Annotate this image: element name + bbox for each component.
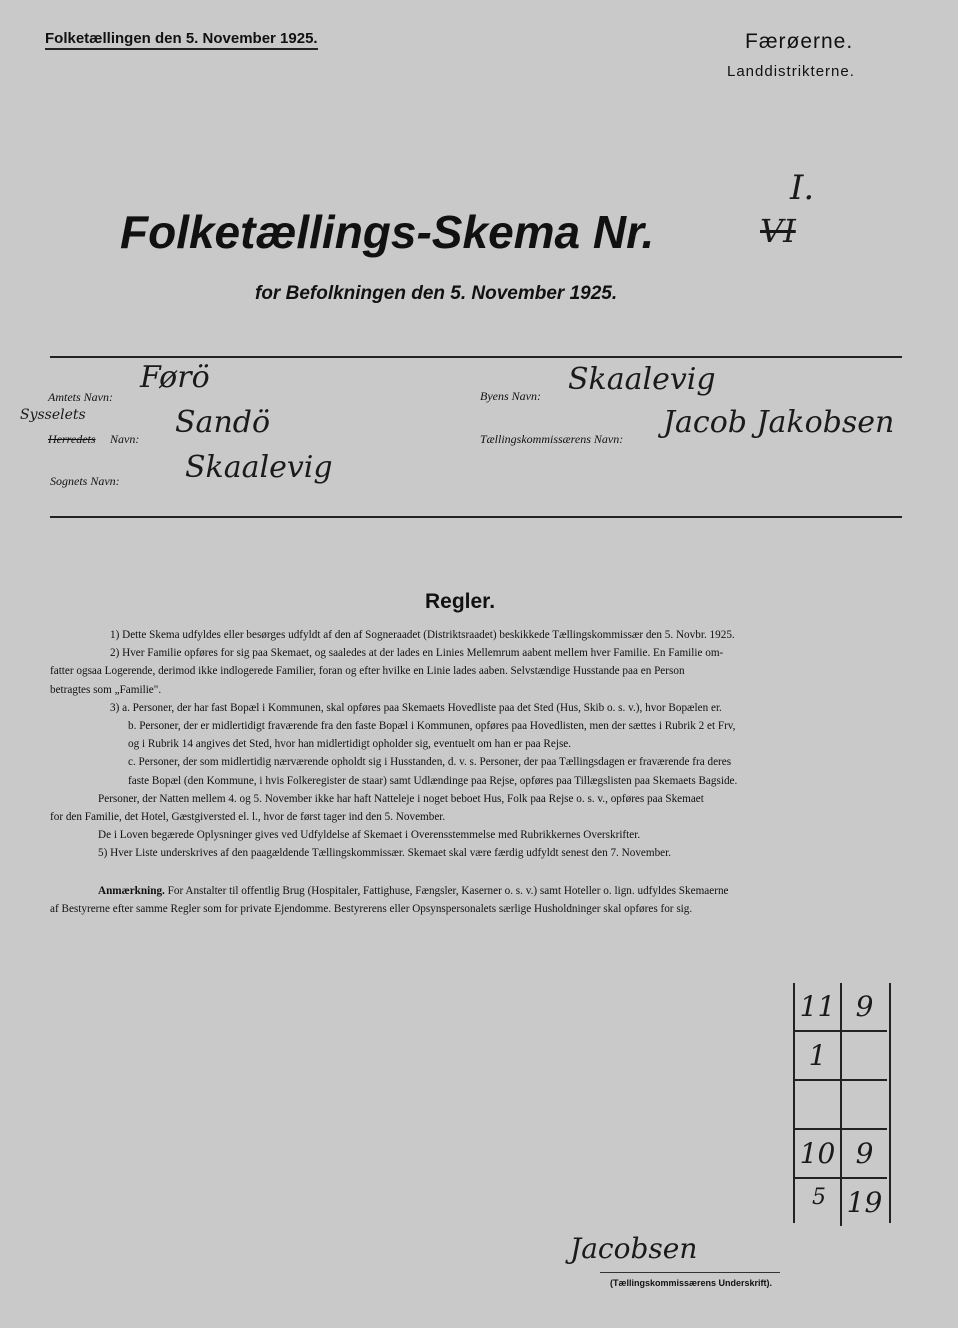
by-value: Skaalevig: [568, 362, 716, 397]
divider-top: [50, 356, 902, 358]
tally-box: [793, 983, 891, 1223]
kommissaer-label: Tællingskommissærens Navn:: [480, 432, 624, 446]
header-region: Færøerne.: [745, 30, 854, 53]
rule-line: for den Familie, det Hotel, Gæstgiversted el. l., hvor de først tager ind den 5. November.: [50, 811, 446, 824]
rule-line: De i Loven begærede Oplysninger gives ved Udfyldelse af Skemaet i Overensstemmelse med Rubrikkernes Overskrifter.: [98, 829, 641, 842]
rule-line: 3) a. Personer, der har fast Bopæl i Kommunen, skal opføres paa Skemaets Hovedliste paa det Sted (Hus, Skib o. s. v.), hvor Bopælen er.: [110, 701, 722, 714]
rules-text: [50, 626, 910, 863]
sogn-value: Skaalevig: [185, 450, 333, 485]
rule-line: fatter ogsaa Logerende, derimod ikke indlogerede Familier, foran og efter hvilke en Linie lades aaben. Selvstændige Husstande paa en Person: [50, 665, 685, 678]
header-census-date: Folketællingen den 5. November 1925.: [45, 30, 318, 50]
tally-cell: 9: [842, 983, 887, 1032]
tally-stray-mark: 5: [812, 1185, 826, 1210]
rules-heading: Regler.: [425, 590, 496, 613]
note-line: For Anstalter til offentlig Brug (Hospitaler, Fattighuse, Fængsler, Kaserner o. s. v.) samt Hoteller o. lign. udfyldes Skemaerne: [167, 885, 729, 897]
amt-value: Førö: [140, 360, 210, 395]
tally-cell: [842, 1032, 887, 1081]
header-district: Landdistrikterne.: [727, 63, 855, 80]
rule-line: og i Rubrik 14 angives det Sted, hvor han midlertidigt opholder sig, eventuelt om han er paa Rejse.: [128, 738, 572, 751]
tally-cell: 11: [795, 983, 842, 1032]
rule-line: 5) Hver Liste underskrives af den paagældende Tællingskommissær. Skemaet skal være færdig udfyldt senest den 7. November.: [98, 847, 672, 860]
note-line: af Bestyrerne efter samme Regler som for private Ejendomme. Bestyrerens eller Opsynspersonalets særlige Husholdninger skal opføres for sig.: [50, 903, 693, 916]
tally-cell: 1: [795, 1032, 842, 1081]
form-number-struck: VI: [760, 212, 796, 250]
amt-label: Amtets Navn:: [48, 390, 113, 404]
by-label: Byens Navn:: [480, 389, 541, 403]
rule-line: 1) Dette Skema udfyldes eller besørges udfyldt af den af Sogneraadet (Distriktsraadet) beskikkede Tællingskommissær den 5. Novbr. 1925.: [110, 629, 735, 641]
tally-cell: 19: [846, 1186, 883, 1219]
divider-bottom: [50, 516, 902, 518]
note-label: Anmærkning.: [98, 885, 165, 897]
tally-cell: [795, 1081, 842, 1130]
signature-caption: (Tællingskommissærens Underskrift).: [610, 1278, 773, 1288]
form-subtitle: for Befolkningen den 5. November 1925.: [255, 283, 618, 304]
rule-line: b. Personer, der er midlertidigt fraværende fra den faste Bopæl i Kommunen, opføres paa Hovedlisten, men der sættes i Rubrik 2 et Frv,: [128, 720, 736, 733]
signature: Jacobsen: [570, 1232, 698, 1265]
form-title: Folketællings-Skema Nr.: [120, 206, 655, 258]
rule-line: c. Personer, der som midlertidig nærværende opholdt sig i Husstanden, d. v. s. Personer, der paa Tællingsdagen er fraværende fra deres: [128, 756, 732, 769]
note-text: [50, 882, 910, 918]
herred-value: Sandö: [175, 405, 271, 440]
herred-insert: Sysselets: [20, 407, 86, 423]
kommissaer-value: Jacob Jakobsen: [663, 405, 895, 440]
herred-struck: Herredets: [48, 432, 96, 446]
tally-cell: 9: [842, 1130, 887, 1179]
tally-cell: 10: [795, 1130, 842, 1179]
rule-line: faste Bopæl (den Kommune, i hvis Folkeregister de staar) samt Udlændinge paa Rejse, opføres paa Tillægslisten paa Skemaets Bagside.: [128, 774, 738, 787]
rule-line: betragtes som „Familie".: [50, 683, 162, 696]
sogn-label: Sognets Navn:: [50, 474, 120, 488]
rule-line: 2) Hver Familie opføres for sig paa Skemaet, og saaledes at der lades en Linies Mellemrum aabent mellem hver Familie. En Familie om-: [110, 647, 724, 660]
form-number-corrected: I.: [790, 168, 815, 208]
tally-cell: [842, 1081, 887, 1130]
signature-line: [600, 1272, 780, 1273]
rule-line: Personer, der Natten mellem 4. og 5. November ikke har haft Natteleje i noget beboet Hus, Folk paa Rejse o. s. v., opføres paa Skemaet: [98, 792, 704, 805]
herred-label: Navn:: [110, 432, 140, 446]
